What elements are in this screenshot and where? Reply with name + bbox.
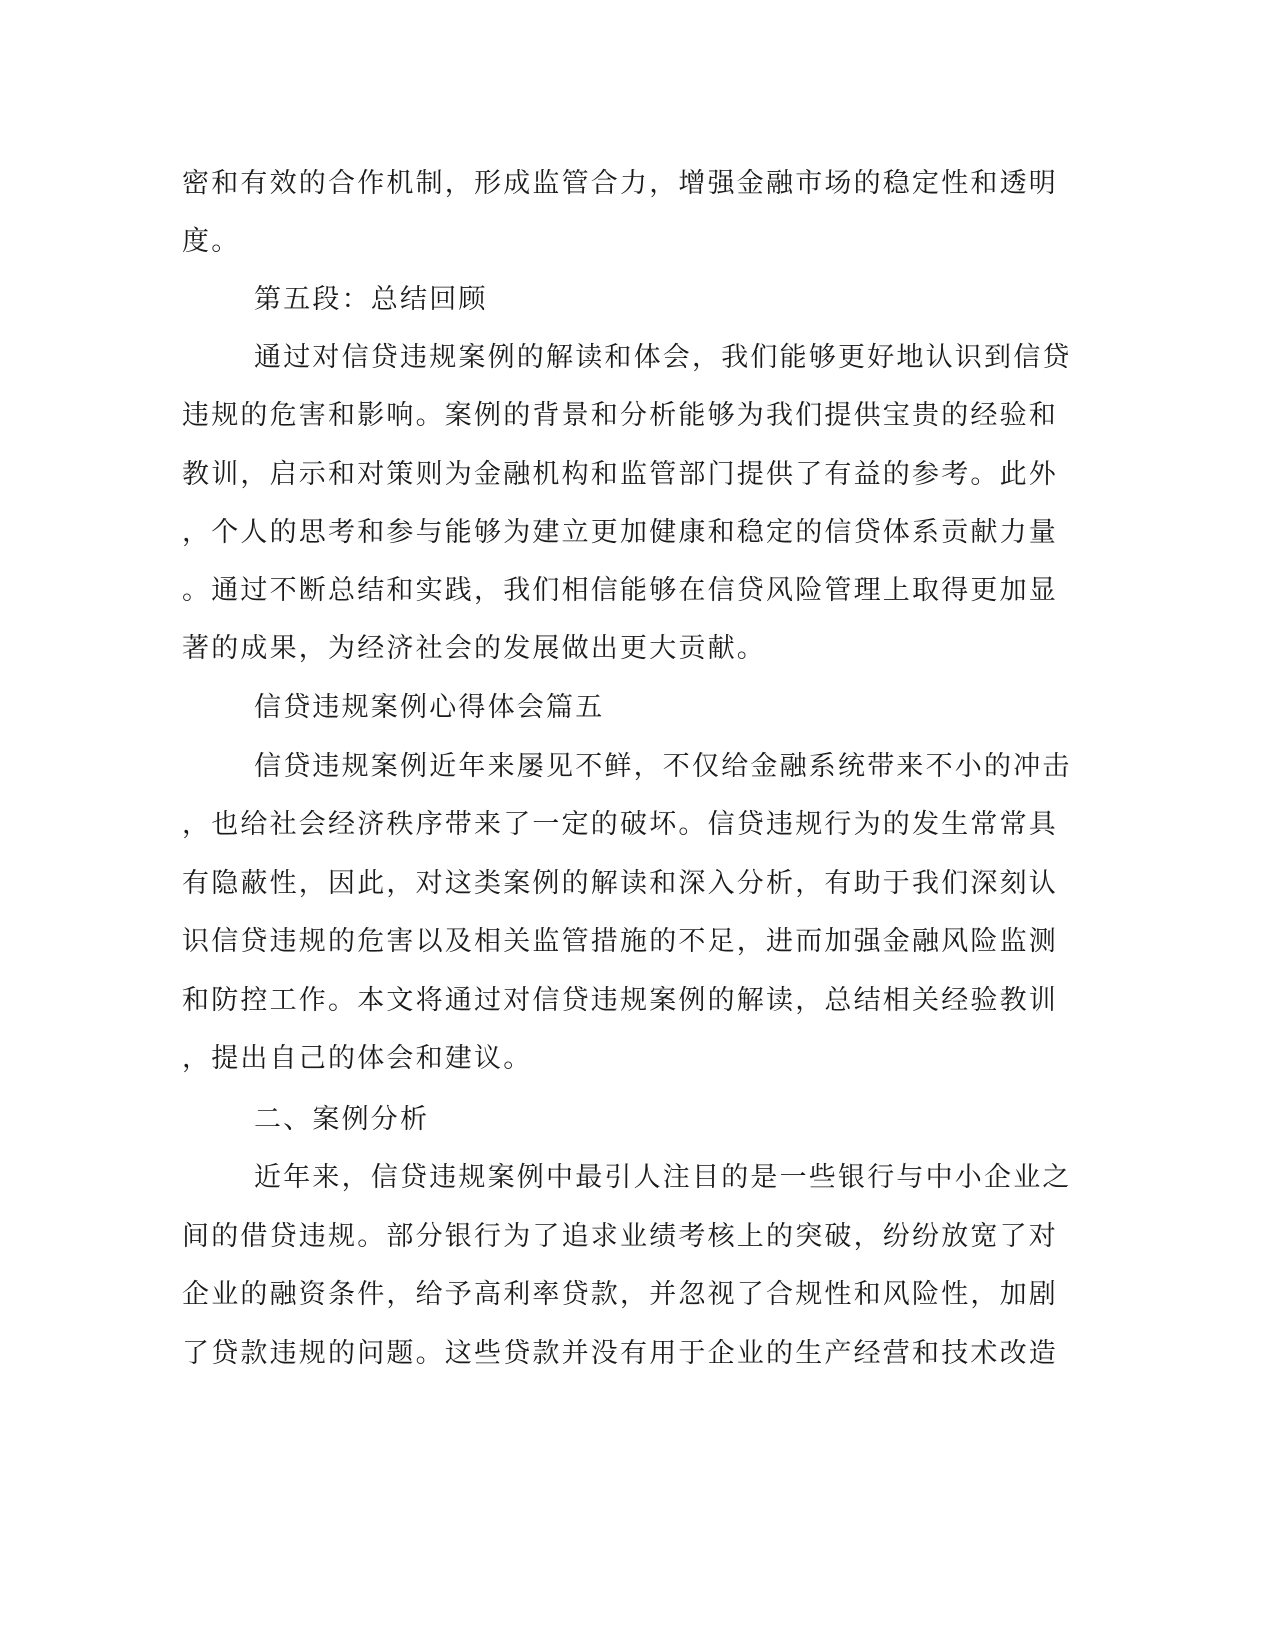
text-line: 企业的融资条件，给予高利率贷款，并忽视了合规性和风险性，加剧 xyxy=(182,1279,1058,1310)
text-line: 识信贷违规的危害以及相关监管措施的不足，进而加强金融风险监测 xyxy=(182,926,1058,957)
text-line: ，提出自己的体会和建议。 xyxy=(182,1043,533,1074)
text-line: 近年来，信贷违规案例中最引人注目的是一些银行与中小企业之 xyxy=(254,1162,1072,1193)
text-line: 了贷款违规的问题。这些贷款并没有用于企业的生产经营和技术改造 xyxy=(182,1338,1058,1369)
text-line: ，也给社会经济秩序带来了一定的破坏。信贷违规行为的发生常常具 xyxy=(182,809,1058,840)
text-line: 密和有效的合作机制，形成监管合力，增强金融市场的稳定性和透明 xyxy=(182,168,1058,199)
text-line: 间的借贷违规。部分银行为了追求业绩考核上的突破，纷纷放宽了对 xyxy=(182,1221,1058,1252)
article-heading: 信贷违规案例心得体会篇五 xyxy=(254,692,605,723)
text-line: 违规的危害和影响。案例的背景和分析能够为我们提供宝贵的经验和 xyxy=(182,400,1058,431)
text-line: 通过对信贷违规案例的解读和体会，我们能够更好地认识到信贷 xyxy=(254,342,1072,373)
text-line: 和防控工作。本文将通过对信贷违规案例的解读，总结相关经验教训 xyxy=(182,985,1058,1016)
section-heading: 二、案例分析 xyxy=(254,1104,430,1135)
text-line: 著的成果，为经济社会的发展做出更大贡献。 xyxy=(182,633,766,664)
section-heading: 第五段：总结回顾 xyxy=(254,284,488,315)
text-line: 信贷违规案例近年来屡见不鲜，不仅给金融系统带来不小的冲击 xyxy=(254,751,1072,782)
text-line: 教训，启示和对策则为金融机构和监管部门提供了有益的参考。此外 xyxy=(182,459,1058,490)
text-line: 。通过不断总结和实践，我们相信能够在信贷风险管理上取得更加显 xyxy=(182,575,1058,606)
text-line: 度。 xyxy=(182,226,241,257)
text-line: ，个人的思考和参与能够为建立更加健康和稳定的信贷体系贡献力量 xyxy=(182,517,1058,548)
text-line: 有隐蔽性，因此，对这类案例的解读和深入分析，有助于我们深刻认 xyxy=(182,868,1058,899)
